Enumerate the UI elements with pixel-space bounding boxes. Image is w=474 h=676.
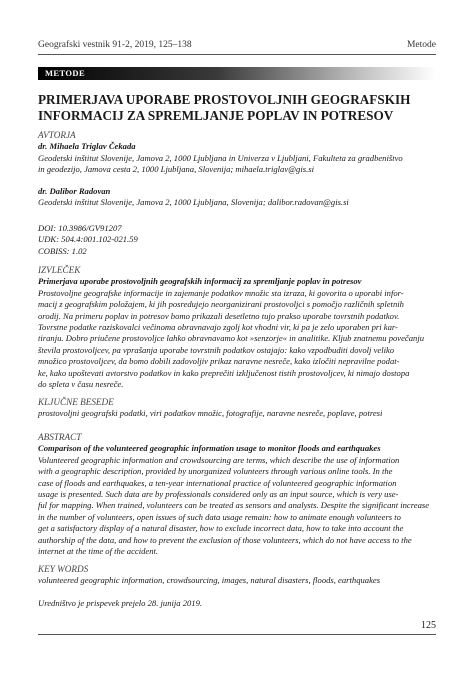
authors-block xyxy=(38,130,438,176)
footer-rule xyxy=(38,634,436,635)
keywords-sl-block xyxy=(38,397,438,420)
udk: UDK: 504.4:001.102-021.59 xyxy=(38,234,138,245)
abstract-sl-line: tiranju. Dobro priučene prostovoljce lahko obravnavamo kot »senzorje« in analitike. Kljub znatnemu povečanju xyxy=(38,333,425,344)
keywords-sl-text: prostovoljni geografski podatki, viri podatkov množic, fotografije, naravne nesreče, poplave, potresi xyxy=(38,408,383,419)
abstract-sl-line: števila prostovoljcev, pa vprašanja uporabe tovrstnih podatkov ostajajo: kako vzpodbuditi dovolj veliko xyxy=(38,344,395,355)
abstract-en-line: case of floods and earthquakes, a ten-year international practice of volunteered geographic information xyxy=(38,477,397,488)
abstract-sl-line: ke, kako upoštevati avtorstvo podatkov in kako preprečiti izključenost tistih prostovoljcev, ki nimajo dostopa xyxy=(38,367,410,378)
abstract-sl-line: Tovrstne podatke raziskovalci večinoma obravnavajo zgolj kot vhodni vir, ki pa je zelo uporaben pri kar- xyxy=(38,322,398,333)
section-name: Metode xyxy=(406,40,436,50)
abstract-sl-line: množico prostovoljcev, da bomo dobili zadovoljiv prikaz naravne nesreče, kako izločiti nepravilne podat- xyxy=(38,356,400,367)
abstract-sl-label: IZVLEČEK xyxy=(38,265,81,275)
author2-name: dr. Dalibor Radovan xyxy=(38,186,111,196)
abstract-en-block xyxy=(38,432,438,557)
received-note: Uredništvo je prispevek prejelo 28. junija 2019. xyxy=(38,598,203,608)
author1-affiliation-line: Geodetski inštitut Slovenije, Jamova 2, 1000 Ljubljana in Univerza v Ljubljani, Fakulteta za gradbeništvo xyxy=(38,152,403,163)
abstract-sl-line: Prostovoljne geografske informacije in zajemanje podatkov množic sta izraza, ki govorita o uporabi infor- xyxy=(38,287,404,298)
abstract-en-label: ABSTRACT xyxy=(38,432,82,442)
received-note-block xyxy=(38,598,438,609)
author2-affiliation-line: Geodetski inštitut Slovenije, Jamova 2, 1000 Ljubljana, Slovenija; dalibor.radovan@gis.si xyxy=(38,197,349,208)
section-bar-label: METODE xyxy=(45,68,86,78)
keywords-en-block xyxy=(38,564,438,587)
abstract-en-line: with a geographic description, provided by unorganized volunteers through various online tools. In the xyxy=(38,466,393,477)
identifiers-block xyxy=(38,223,438,257)
keywords-en-label: KEY WORDS xyxy=(38,564,89,574)
abstract-en-subtitle: Comparison of the volunteered geographic information usage to monitor floods and earthquakes xyxy=(38,443,381,454)
abstract-en-line: in the number of volunteers, open issues of such data usage remain: how to animate enough volunteers to xyxy=(38,511,401,522)
abstract-en-line: usage is presented. Such data are by professionals considered only as an input source, which is very use- xyxy=(38,489,399,500)
keywords-sl-label: KLJUČNE BESEDE xyxy=(38,397,114,407)
abstract-sl-subtitle: Primerjava uporabe prostovoljnih geografskih informacij za spremljanje poplav in potresov xyxy=(38,276,362,287)
abstract-en-line: ful for mapping. When trained, volunteers can be treated as sensors and analysts. Despite the significant increase xyxy=(38,500,430,511)
abstract-sl-block xyxy=(38,265,438,390)
title-line-2: INFORMACIJ ZA SPREMLJANJE POPLAV IN POTRESOV xyxy=(38,108,394,123)
paper-title xyxy=(38,92,438,124)
title-line-1: PRIMERJAVA UPORABE PROSTOVOLJNIH GEOGRAFSKIH xyxy=(38,92,411,107)
author1-affiliation-line: in geodezijo, Jamova cesta 2, 1000 Ljubljana, Slovenija; mihaela.triglav@gis.si xyxy=(38,164,314,175)
authors-label: AVTORJA xyxy=(38,130,76,140)
cobiss: COBISS: 1.02 xyxy=(38,245,87,256)
abstract-en-line: get a satisfactory display of a natural disaster, how to exclude incorrect data, how to take into account the xyxy=(38,523,404,534)
author2-block xyxy=(38,186,438,209)
keywords-en-text: volunteered geographic information, crowdsourcing, images, natural disasters, floods, earthquakes xyxy=(38,575,381,586)
author1-name: dr. Mihaela Triglav Čekada xyxy=(38,141,136,152)
doi: DOI: 10.3986/GV91207 xyxy=(38,223,122,233)
header-rule xyxy=(38,54,436,55)
abstract-sl-line: macij z geografskim položajem, ki jih posredujejo neorganizirani prostovoljci s pomočjo različnih spletnih xyxy=(38,299,404,310)
page-number: 125 xyxy=(421,620,436,631)
abstract-en-line: internet at the time of the accident. xyxy=(38,546,159,557)
abstract-sl-line: do spleta v času nesreče. xyxy=(38,379,124,390)
journal-citation: Geografski vestnik 91-2, 2019, 125–138 xyxy=(38,40,192,50)
abstract-en-line: Volunteered geographic information and crowdsourcing are terms, which describe the use of information xyxy=(38,454,400,465)
abstract-en-line: authorship of the data, and how to prevent the exclusion of those volunteers, which do not have access to the xyxy=(38,534,412,545)
abstract-sl-line: orodij. Na primeru poplav in potresov bomo prikazali desetletno tujo prakso uporabe tovrstnih podatkov. xyxy=(38,310,400,321)
section-bar xyxy=(38,67,436,80)
